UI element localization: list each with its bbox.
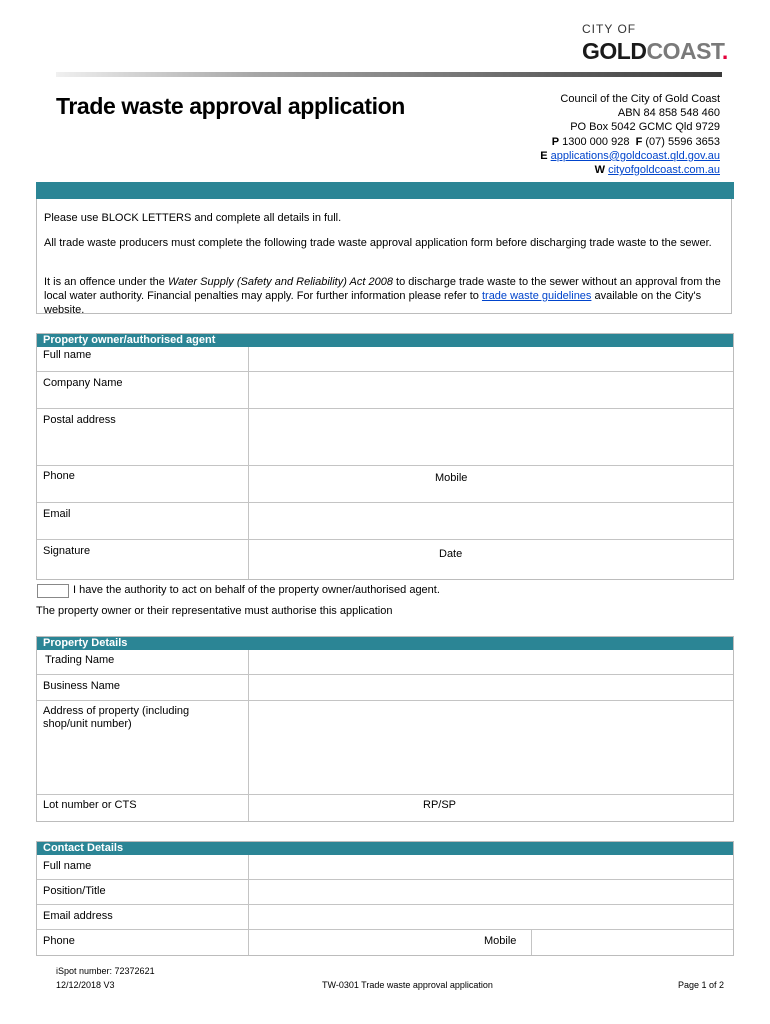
property-address-label: Address of property (including shop/unit number) xyxy=(43,705,190,730)
contact-section-heading: Contact Details xyxy=(37,842,733,855)
contact-full-name-row xyxy=(37,855,733,879)
property-address-field[interactable] xyxy=(248,701,733,794)
owner-phone-field[interactable] xyxy=(248,466,733,502)
business-name-row xyxy=(37,674,733,700)
owner-full-name-row xyxy=(37,347,733,371)
contact-phone-row xyxy=(37,929,733,955)
council-email-link[interactable]: applications@goldcoast.qld.gov.au xyxy=(550,149,720,162)
owner-email-label: Email xyxy=(43,508,71,520)
guidelines-link[interactable]: trade waste guidelines xyxy=(481,290,592,302)
owner-full-name-field[interactable] xyxy=(248,347,733,371)
representative-note: The property owner or their representative must authorise this application xyxy=(36,605,393,617)
owner-company-field[interactable] xyxy=(248,372,733,408)
intro-paragraph-1: Please use BLOCK LETTERS and complete all details in full. xyxy=(44,212,342,224)
contact-mobile-divider xyxy=(531,930,532,955)
council-web: W cityofgoldcoast.com.au xyxy=(594,164,720,177)
council-phone-fax: P 1300 000 928 F (07) 5596 3653 xyxy=(551,135,720,148)
owner-email-row xyxy=(37,502,733,539)
logo-dot: . xyxy=(721,38,728,64)
owner-signature-field[interactable] xyxy=(248,540,733,579)
logo-city-of: CITY OF xyxy=(582,22,637,36)
contact-email-label: Email address xyxy=(43,910,113,922)
trading-name-label: Trading Name xyxy=(45,654,115,666)
contact-section xyxy=(36,841,734,956)
contact-full-name-field[interactable] xyxy=(248,855,733,879)
footer-version: 12/12/2018 V3 xyxy=(56,980,115,990)
lot-field[interactable] xyxy=(248,795,733,821)
owner-section-heading: Property owner/authorised agent xyxy=(37,334,733,347)
owner-postal-field[interactable] xyxy=(248,409,733,465)
intro-header-bar xyxy=(36,182,734,199)
property-address-row xyxy=(37,700,733,794)
logo-gold: GOLD xyxy=(582,38,647,64)
owner-company-label: Company Name xyxy=(43,377,123,389)
contact-full-name-label: Full name xyxy=(43,860,92,872)
logo-coast: COAST xyxy=(646,38,722,64)
authority-checkbox[interactable] xyxy=(37,584,69,598)
intro-box xyxy=(36,199,732,314)
owner-full-name-label: Full name xyxy=(43,349,92,361)
owner-postal-label: Postal address xyxy=(43,414,116,426)
contact-mobile-label: Mobile xyxy=(484,935,517,947)
property-section-heading: Property Details xyxy=(37,637,733,650)
contact-position-field[interactable] xyxy=(248,880,733,904)
footer-page-number: Page 1 of 2 xyxy=(677,980,724,990)
owner-signature-row xyxy=(37,539,733,579)
owner-signature-label: Signature xyxy=(43,545,91,557)
lot-row xyxy=(37,794,733,821)
owner-date-label: Date xyxy=(439,548,463,560)
footer-document-name: TW-0301 Trade waste approval application xyxy=(322,980,493,990)
council-contact-block xyxy=(540,92,720,177)
intro-paragraph-2: All trade waste producers must complete the following trade waste approval application form before discharging trade waste to the sewer. xyxy=(44,237,712,249)
contact-email-field[interactable] xyxy=(248,905,733,929)
owner-section xyxy=(36,333,734,580)
owner-postal-row xyxy=(37,408,733,465)
trading-name-row xyxy=(37,650,733,674)
council-abn: ABN 84 858 548 460 xyxy=(617,107,720,120)
contact-phone-label: Phone xyxy=(43,935,75,947)
property-section xyxy=(36,636,734,822)
page-title: Trade waste approval application xyxy=(56,93,405,119)
council-po-box: PO Box 5042 GCMC Qld 9729 xyxy=(570,121,720,134)
owner-company-row xyxy=(37,371,733,408)
act-name: Water Supply (Safety and Reliability) Act 2008 xyxy=(167,276,393,288)
business-name-field[interactable] xyxy=(248,675,733,700)
contact-position-row xyxy=(37,879,733,904)
owner-phone-row xyxy=(37,465,733,502)
council-email: E applications@goldcoast.qld.gov.au xyxy=(540,149,720,162)
owner-mobile-label: Mobile xyxy=(435,472,468,484)
header-divider xyxy=(56,72,722,77)
rpsp-label: RP/SP xyxy=(423,799,457,811)
business-name-label: Business Name xyxy=(43,680,121,692)
contact-position-label: Position/Title xyxy=(43,885,106,897)
authority-checkbox-label: I have the authority to act on behalf of the property owner/authorised agent. xyxy=(73,584,440,596)
council-name: Council of the City of Gold Coast xyxy=(560,93,720,105)
council-web-link[interactable]: cityofgoldcoast.com.au xyxy=(608,164,720,177)
footer-ispot: iSpot number: 72372621 xyxy=(56,966,155,976)
owner-email-field[interactable] xyxy=(248,503,733,539)
intro-paragraph-3: It is an offence under the Water Supply (Safety and Reliability) Act 2008 to discharge trade waste to the sewer without an approval from the local water authority. Financial penalties may apply. For further information please refer to trade waste guidelines available on the City's website. xyxy=(44,276,721,316)
trading-name-field[interactable] xyxy=(248,650,733,674)
lot-label: Lot number or CTS xyxy=(43,799,137,811)
owner-phone-label: Phone xyxy=(43,470,75,482)
logo xyxy=(582,38,728,65)
contact-email-row xyxy=(37,904,733,929)
